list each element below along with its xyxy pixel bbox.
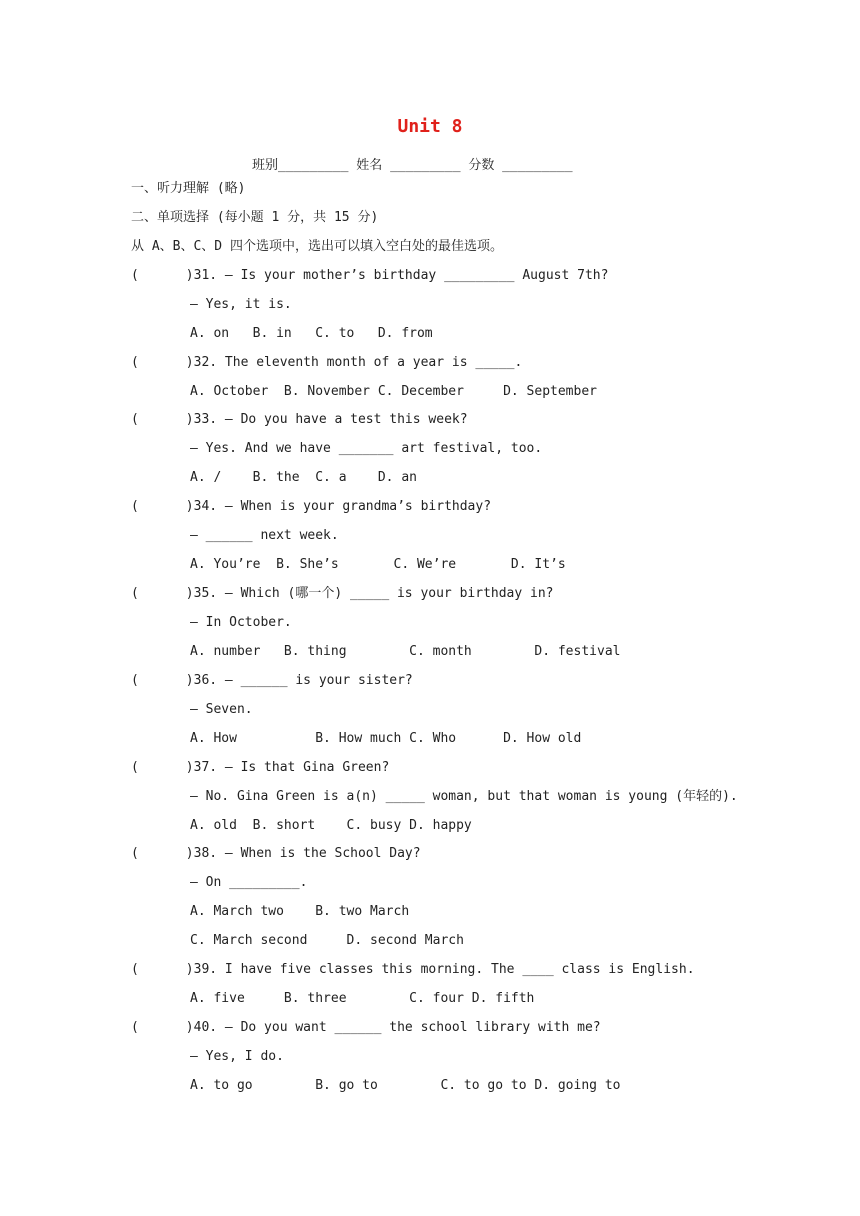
question-34-answer: — ______ next week. — [190, 528, 339, 543]
question-37-answer: — No. Gina Green is a(n) _____ woman, but that woman is young (年轻的). — [190, 789, 738, 804]
question-31: ( )31. — Is your mother’s birthday _________ August 7th? — [131, 268, 609, 283]
section-heading-choice: 二、单项选择 (每小题 1 分，共 15 分) — [131, 210, 379, 225]
question-33-options: A. / B. the C. a D. an — [190, 470, 417, 485]
question-38-options-2: C. March second D. second March — [190, 933, 464, 948]
question-32: ( )32. The eleventh month of a year is _____. — [131, 355, 523, 370]
question-33: ( )33. — Do you have a test this week? — [131, 412, 468, 427]
question-36: ( )36. — ______ is your sister? — [131, 673, 413, 688]
question-38-options: A. March two B. two March — [190, 904, 410, 919]
instruction-text: 从 A、B、C、D 四个选项中，选出可以填入空白处的最佳选项。 — [131, 239, 503, 254]
question-32-options: A. October B. November C. December D. September — [190, 384, 597, 399]
question-38: ( )38. — When is the School Day? — [131, 846, 421, 861]
question-33-answer: — Yes. And we have _______ art festival, too. — [190, 441, 543, 456]
section-heading-listening: 一、听力理解 (略) — [131, 181, 246, 196]
question-37-options: A. old B. short C. busy D. happy — [190, 818, 472, 833]
question-31-answer: — Yes, it is. — [190, 297, 292, 312]
question-35-options: A. number B. thing C. month D. festival — [190, 644, 621, 659]
question-35: ( )35. — Which (哪一个) _____ is your birthday in? — [131, 586, 554, 601]
question-34: ( )34. — When is your grandma’s birthday? — [131, 499, 492, 514]
question-39: ( )39. I have five classes this morning. The ____ class is English. — [131, 962, 695, 977]
question-40-answer: — Yes, I do. — [190, 1049, 284, 1064]
question-40-options: A. to go B. go to C. to go to D. going to — [190, 1078, 621, 1093]
question-39-options: A. five B. three C. four D. fifth — [190, 991, 535, 1006]
question-38-answer: — On _________. — [190, 875, 308, 890]
question-37: ( )37. — Is that Gina Green? — [131, 760, 390, 775]
question-34-options: A. You’re B. She’s C. We’re D. It’s — [190, 557, 566, 572]
question-35-answer: — In October. — [190, 615, 292, 630]
question-40: ( )40. — Do you want ______ the school library with me? — [131, 1020, 601, 1035]
page-title: Unit 8 — [397, 116, 463, 137]
question-36-options: A. How B. How much C. Who D. How old — [190, 731, 582, 746]
question-31-options: A. on B. in C. to D. from — [190, 326, 433, 341]
question-36-answer: — Seven. — [190, 702, 253, 717]
student-info-line: 班别_________ 姓名 _________ 分数 _________ — [252, 158, 573, 173]
